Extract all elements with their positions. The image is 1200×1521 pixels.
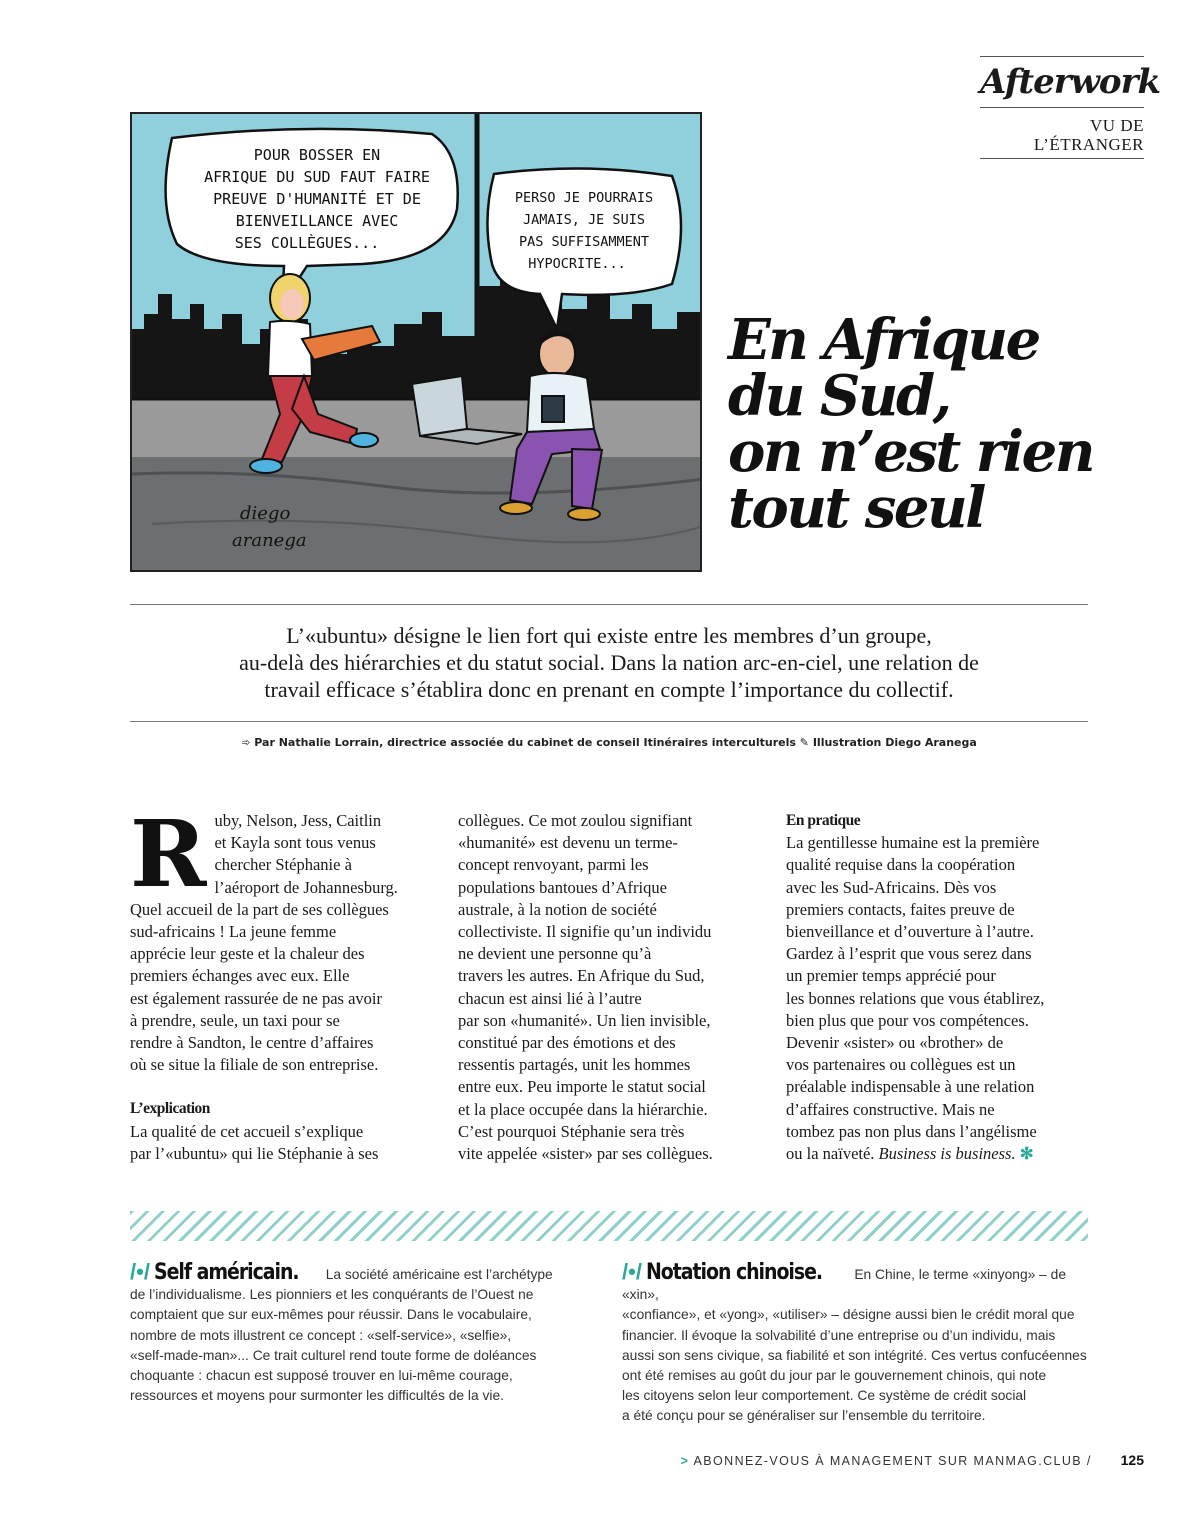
col3-last-line (786, 1143, 1088, 1165)
col1-line: sud-africains ! La jeune femme (130, 922, 337, 942)
bubble-right-line: HYPOCRITE... (528, 256, 626, 272)
col3-last-italic: Business is business. (878, 1144, 1016, 1164)
lead-rule-top (130, 604, 1088, 605)
headline-line: tout seul (728, 475, 984, 541)
col2-line: populations bantoues d’Afrique (458, 877, 667, 897)
col2-line: C’est pourquoi Stéphanie sera très (458, 1121, 685, 1141)
box2-line: financier. Il évoque la solvabilité d’une entreprise ou d’un individu, mais (622, 1327, 1056, 1343)
col3-line: un premier temps apprécié pour (786, 966, 996, 986)
byline-illustration: ✎ Illustration Diego Aranega (799, 736, 977, 749)
col2-line: collectiviste. Il signifie qu’un individu (458, 922, 712, 942)
bubble-left-line: PREUVE D'HUMANITÉ ET DE (213, 190, 421, 208)
signature-line1: diego (240, 503, 291, 524)
box-notation-chinoise (622, 1259, 1092, 1427)
headline-line: En Afrique (728, 307, 1039, 373)
col1-line: La qualité de cet accueil s’explique (130, 1121, 364, 1141)
col2-line: collègues. Ce mot zoulou signifiant (458, 811, 693, 830)
col2-line: concept renvoyant, parmi les (458, 855, 649, 875)
col2-line: et la place occupée dans la hiérarchie. (458, 1099, 708, 1119)
byline (130, 736, 1088, 749)
box1-line: de l’individualisme. Les pionniers et les conquérants de l’Ouest ne (130, 1287, 534, 1303)
col3-line: les bonnes relations que vous établirez, (786, 988, 1045, 1008)
col3-line: préalable indispensable à une relation (786, 1077, 1035, 1097)
hatched-divider (130, 1211, 1088, 1241)
lead-paragraph (130, 622, 1088, 703)
col2-line: vite appelée «sister» par ses collègues. (458, 1144, 713, 1164)
section-rule-middle (980, 107, 1144, 108)
box2-title: Notation chinoise. (645, 1260, 822, 1285)
col3-line: premiers contacts, faites preuve de (786, 899, 1015, 919)
lead-line: au-delà des hiérarchies et du statut social. Dans la nation arc-en-ciel, une relation de (239, 650, 979, 675)
bubble-left-line: SES COLLÈGUES... (234, 234, 380, 252)
col1-line: où se situe la filiale de son entreprise. (130, 1055, 379, 1075)
box2-first-text: En Chine, le terme «xinyong» – de «xin», (622, 1267, 1067, 1303)
col3-line: avec les Sud-Africains. Dès vos (786, 877, 997, 897)
box1-first-text: La société américaine est l’archétype (321, 1267, 553, 1282)
box2-line: ont été remises au goût du jour par le gouvernement chinois, qui note (622, 1368, 1047, 1384)
box2-line: a été conçu pour se généraliser sur l’ensemble du territoire. (622, 1408, 986, 1424)
box1-line: ressources et moyens pour surmonter les difficultés de la vie. (130, 1388, 504, 1404)
col1-line: l’aéroport de Johannesburg. (214, 877, 398, 897)
col3-line: Gardez à l’esprit que vous serez dans (786, 944, 1032, 964)
lead-line: travail efficace s’établira donc en prenant en compte l’importance du collectif. (264, 677, 954, 702)
col2-line: «humanité» est devenu un terme- (458, 833, 678, 853)
slash-dot-icon: /•/ (130, 1259, 150, 1284)
box1-line: choquante : chacun est supposé trouver en lui-même courage, (130, 1368, 513, 1384)
bubble-right-line: PERSO JE POURRAIS (514, 190, 654, 206)
cartoon-svg (132, 114, 702, 572)
col3-line: Devenir «sister» ou «brother» de (786, 1033, 1004, 1053)
col2-line: entre eux. Peu importe le statut social (458, 1077, 706, 1097)
box1-title: Self américain. (153, 1260, 299, 1285)
bubble-right-line: PAS SUFFISAMMENT (518, 234, 650, 250)
col3-last-plain: ou la naïveté. (786, 1144, 879, 1164)
col3-line: qualité requise dans la coopération (786, 855, 1016, 875)
lead-rule-bottom (130, 721, 1088, 722)
col1-line: uby, Nelson, Jess, Caitlin (214, 811, 382, 830)
cartoon-illustration (130, 112, 702, 572)
paragraph-gap (130, 1076, 432, 1098)
col1-line: chercher Stéphanie à (214, 855, 352, 875)
box1-line: comptaient que sur eux-mêmes pour réussir. Dans le vocabulaire, (130, 1307, 532, 1323)
subscribe-link[interactable]: ABONNEZ-VOUS À MANAGEMENT SUR MANMAG.CLUB / (693, 1454, 1092, 1468)
col1-line: par l’«ubuntu» qui lie Stéphanie à ses (130, 1143, 379, 1163)
asterisk-icon: ✻ (1015, 1144, 1034, 1164)
box2-line: aussi son sens civique, sa fiabilité et son intégrité. Ces vertus confucéennes (622, 1347, 1087, 1363)
subheading-explication: L’explication (130, 1100, 210, 1118)
col3-line: tombez pas non plus dans l’angélisme (786, 1121, 1037, 1141)
box2-first-line (622, 1259, 1092, 1305)
section-title: Afterwork (980, 62, 1161, 102)
body-column-2 (458, 810, 760, 1165)
box1-line: nombre de mots illustrent ce concept : «self-service», «selfie», (130, 1327, 512, 1343)
col1-line: premiers échanges avec eux. Elle (130, 966, 350, 986)
section-rule-bottom (980, 158, 1144, 159)
col1-line: et Kayla sont tous venus (214, 833, 376, 853)
bubble-left-line: AFRIQUE DU SUD FAUT FAIRE (204, 168, 430, 186)
col1-line: est également rassurée de ne pas avoir (130, 988, 382, 1008)
body-column-1 (130, 800, 432, 1165)
headline-line: du Sud, (728, 363, 950, 429)
col2-line: chacun est ainsi lié à l’autre (458, 988, 642, 1008)
chevron-right-icon: > (680, 1454, 690, 1468)
slash-dot-icon: /•/ (622, 1259, 642, 1284)
page-footer (560, 1452, 1144, 1468)
col1-line: à prendre, seule, un taxi pour se (130, 1010, 340, 1030)
col1-line: rendre à Sandton, le centre d’affaires (130, 1033, 374, 1053)
subheading-en-pratique: En pratique (786, 812, 861, 829)
body-column-3 (786, 810, 1088, 1165)
signature-line2: aranega (232, 530, 307, 551)
col2-line: australe, à la notion de société (458, 899, 657, 919)
headline (728, 307, 1128, 541)
box2-line: les citoyens selon leur comportement. Ce système de crédit social (622, 1388, 1027, 1404)
col2-line: constitué par des émotions et des (458, 1033, 676, 1053)
box1-first-line (130, 1259, 600, 1285)
col2-line: par son «humanité». Un lien invisible, (458, 1010, 711, 1030)
page-number: 125 (1120, 1452, 1144, 1468)
box1-line: «self-made-man»... Ce trait culturel rend toute forme de doléances (130, 1347, 537, 1363)
bubble-left-line: POUR BOSSER EN (253, 146, 381, 164)
section-subtitle-line1: VU DE (1090, 116, 1144, 135)
bubble-left-line: BIENVEILLANCE AVEC (235, 212, 399, 230)
section-subtitle (980, 116, 1144, 154)
col2-line: ne devient une personne qu’à (458, 944, 652, 964)
col1-line: apprécie leur geste et la chaleur des (130, 944, 365, 964)
col3-line: bien plus que pour vos compétences. (786, 1010, 1029, 1030)
bubble-right-line: JAMAIS, JE SUIS (523, 212, 645, 228)
section-subtitle-line2: L’ÉTRANGER (1033, 135, 1144, 154)
col2-line: ressentis partagés, unit les hommes (458, 1055, 691, 1075)
headline-line: on n’est rien (728, 419, 1093, 485)
lead-line: L’«ubuntu» désigne le lien fort qui existe entre les membres d’un groupe, (286, 623, 932, 648)
section-header (980, 56, 1161, 159)
col3-line: d’affaires constructive. Mais ne (786, 1099, 995, 1119)
col3-line: La gentillesse humaine est la première (786, 833, 1040, 853)
col3-line: vos partenaires ou collègues est un (786, 1055, 1016, 1075)
section-rule-top (980, 56, 1144, 57)
col1-line: Quel accueil de la part de ses collègues (130, 899, 389, 919)
col2-line: travers les autres. En Afrique du Sud, (458, 966, 705, 986)
box-self-americain (130, 1259, 600, 1406)
byline-author: ➾ Par Nathalie Lorrain, directrice associée du cabinet de conseil Itinéraires interculturels (241, 736, 796, 749)
box2-line: «confiance», et «yong», «utiliser» – désigne aussi bien le crédit moral que (622, 1307, 1075, 1323)
drop-cap: R (130, 800, 207, 908)
col3-line: bienveillance et d’ouverture à l’autre. (786, 922, 1034, 942)
